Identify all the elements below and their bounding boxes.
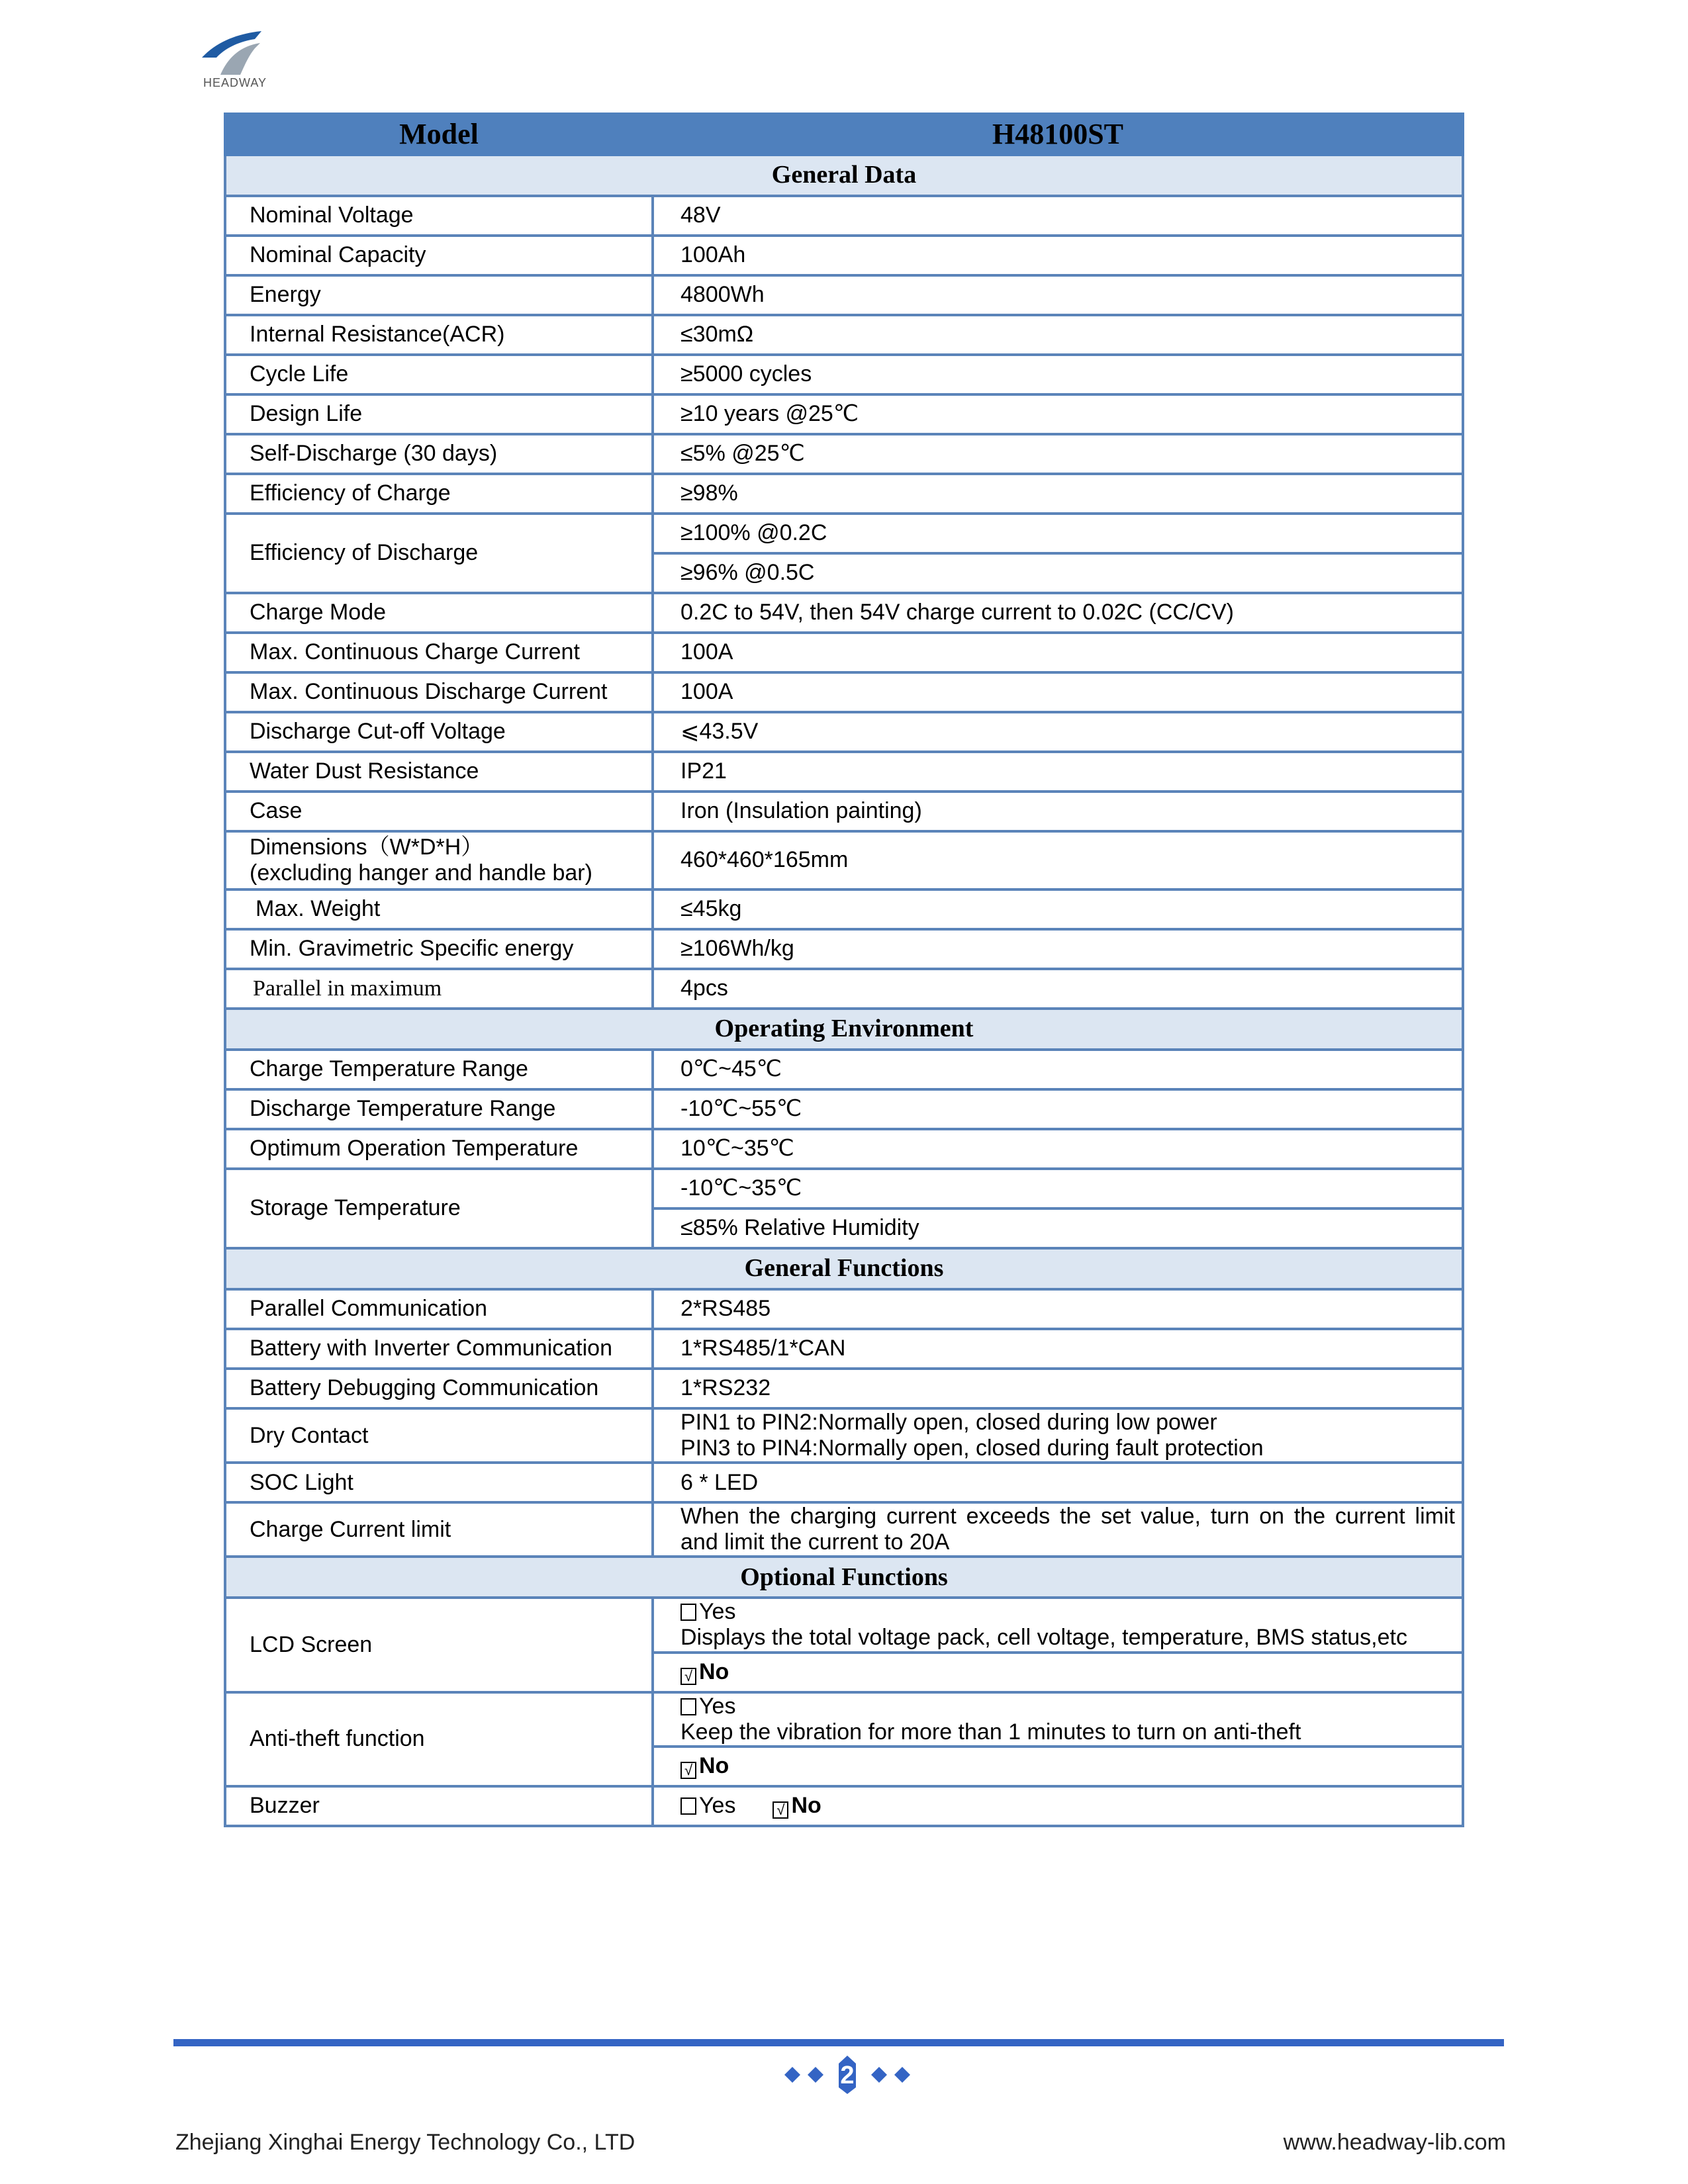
table-row: [225, 1692, 1463, 1747]
diamond-icon: [871, 2067, 887, 2083]
row-value: [653, 1408, 1463, 1463]
section-general-data: [225, 155, 1463, 196]
row-value: ≥98%: [653, 474, 1463, 514]
row-label: Min. Gravimetric Specific energy: [225, 929, 653, 969]
row-label: Battery with Inverter Communication: [225, 1329, 653, 1369]
option-no-cell: [653, 1747, 1463, 1786]
option-description: Keep the vibration for more than 1 minutes to turn on anti-theft: [680, 1719, 1301, 1745]
row-value: ≤30mΩ: [653, 315, 1463, 355]
table-row: [225, 1289, 1463, 1329]
logo-wordmark: HEADWAY: [203, 76, 267, 89]
row-label-line: (excluding hanger and handle bar): [250, 860, 592, 886]
row-value: ≥100% @0.2C: [653, 514, 1463, 553]
row-value: 0.2C to 54V, then 54V charge current to 0.02C (CC/CV): [653, 593, 1463, 633]
row-value: ≥96% @0.5C: [653, 553, 1463, 593]
website-link[interactable]: www.headway-lib.com: [1283, 2130, 1506, 2155]
option-yes-label: Yes: [699, 1793, 736, 1819]
row-label: Water Dust Resistance: [225, 752, 653, 792]
row-label: Charge Temperature Range: [225, 1050, 653, 1089]
table-row: [225, 633, 1463, 672]
section-general-functions: [225, 1248, 1463, 1289]
row-value: ≥10 years @25℃: [653, 394, 1463, 434]
page-number-ornament: [768, 2052, 927, 2098]
option-yes-cell: [653, 1692, 1463, 1747]
table-row: [225, 275, 1463, 315]
header-model-label: Model: [225, 114, 653, 155]
row-value: -10℃~35℃: [653, 1169, 1463, 1208]
row-value: 4800Wh: [653, 275, 1463, 315]
section-title: General Data: [225, 155, 1463, 196]
row-label: Max. Continuous Charge Current: [225, 633, 653, 672]
row-value: Iron (Insulation painting): [653, 792, 1463, 831]
header-row: [225, 114, 1463, 155]
option-no-label: No: [699, 1753, 729, 1779]
option-description: Displays the total voltage pack, cell voltage, temperature, BMS status,etc: [680, 1625, 1407, 1651]
row-value: 1*RS485/1*CAN: [653, 1329, 1463, 1369]
page-indicator: [768, 2052, 927, 2098]
section-title: Optional Functions: [225, 1557, 1463, 1598]
table-row: [225, 474, 1463, 514]
row-value: 1*RS232: [653, 1369, 1463, 1408]
row-value: ≤5% @25℃: [653, 434, 1463, 474]
row-value: IP21: [653, 752, 1463, 792]
option-yes-label: Yes: [699, 1693, 736, 1719]
row-label: Charge Mode: [225, 593, 653, 633]
row-value: 6 * LED: [653, 1463, 1463, 1502]
row-label: Efficiency of Discharge: [225, 514, 653, 593]
unchecked-box-icon[interactable]: [680, 1797, 696, 1815]
table-row: [225, 752, 1463, 792]
header-model-value: H48100ST: [653, 114, 1463, 155]
row-value: 4pcs: [653, 969, 1463, 1009]
row-label: Energy: [225, 275, 653, 315]
row-value: ≤85% Relative Humidity: [653, 1208, 1463, 1248]
row-value: When the charging current exceeds the set value, turn on the current limit and limit the current to 20A: [653, 1502, 1463, 1557]
row-label-line: Dimensions（W*D*H）: [250, 834, 484, 860]
row-value: 100A: [653, 672, 1463, 712]
row-label: Efficiency of Charge: [225, 474, 653, 514]
row-value: ≥5000 cycles: [653, 355, 1463, 394]
table-row: [225, 929, 1463, 969]
option-yes: [680, 1694, 1462, 1719]
option-yes-cell: [653, 1598, 1463, 1652]
row-value: 100A: [653, 633, 1463, 672]
option-no-label: No: [791, 1793, 821, 1819]
table-row: [225, 712, 1463, 752]
table-row: [225, 1050, 1463, 1089]
row-value: 10℃~35℃: [653, 1129, 1463, 1169]
row-value: -10℃~55℃: [653, 1089, 1463, 1129]
option-no-cell: [653, 1653, 1463, 1692]
table-row: [225, 831, 1463, 889]
row-value: 0℃~45℃: [653, 1050, 1463, 1089]
checked-box-icon[interactable]: √: [680, 1762, 696, 1779]
footer-divider: [173, 2039, 1504, 2046]
row-label: Max. Weight: [225, 889, 653, 929]
table-row: [225, 1463, 1463, 1502]
row-label: Charge Current limit: [225, 1502, 653, 1557]
row-label: LCD Screen: [225, 1598, 653, 1692]
spec-table: [224, 113, 1464, 1827]
table-row: [225, 1089, 1463, 1129]
row-label: Internal Resistance(ACR): [225, 315, 653, 355]
section-optional-functions: [225, 1557, 1463, 1598]
table-row: [225, 672, 1463, 712]
unchecked-box-icon[interactable]: [680, 1698, 696, 1715]
row-label: Optimum Operation Temperature: [225, 1129, 653, 1169]
table-row: [225, 1369, 1463, 1408]
page-number: 2: [840, 2062, 855, 2089]
table-row: [225, 355, 1463, 394]
row-value: 100Ah: [653, 236, 1463, 275]
row-label: Parallel in maximum: [225, 969, 653, 1009]
row-value: 460*460*165mm: [653, 831, 1463, 889]
section-title: General Functions: [225, 1248, 1463, 1289]
table-row: [225, 1129, 1463, 1169]
table-row: [225, 1786, 1463, 1826]
table-row: [225, 969, 1463, 1009]
company-name: Zhejiang Xinghai Energy Technology Co., LTD: [175, 2130, 635, 2155]
table-row: [225, 196, 1463, 236]
row-label: [225, 831, 653, 889]
row-label: Self-Discharge (30 days): [225, 434, 653, 474]
row-label: Design Life: [225, 394, 653, 434]
table-row: [225, 889, 1463, 929]
table-row: [225, 1502, 1463, 1557]
diamond-icon: [784, 2067, 800, 2083]
table-row: [225, 434, 1463, 474]
table-row: [225, 1169, 1463, 1208]
headway-logo: [189, 30, 281, 96]
table-row: [225, 593, 1463, 633]
row-label: Max. Continuous Discharge Current: [225, 672, 653, 712]
table-row: [225, 514, 1463, 553]
table-row: [225, 315, 1463, 355]
row-label: Battery Debugging Communication: [225, 1369, 653, 1408]
option-yes: [680, 1599, 1462, 1625]
diamond-icon: [894, 2067, 910, 2083]
table-row: [225, 792, 1463, 831]
row-label: Discharge Cut-off Voltage: [225, 712, 653, 752]
row-value: ⩽43.5V: [653, 712, 1463, 752]
row-value: ≤45kg: [653, 889, 1463, 929]
row-label: Parallel Communication: [225, 1289, 653, 1329]
table-row: [225, 1329, 1463, 1369]
section-operating-environment: [225, 1009, 1463, 1050]
row-label: Anti-theft function: [225, 1692, 653, 1786]
row-value-line: PIN3 to PIN4:Normally open, closed during fault protection: [680, 1435, 1264, 1461]
row-label: Cycle Life: [225, 355, 653, 394]
row-value-line: PIN1 to PIN2:Normally open, closed during low power: [680, 1410, 1217, 1435]
table-row: [225, 394, 1463, 434]
row-value: ≥106Wh/kg: [653, 929, 1463, 969]
option-yes-label: Yes: [699, 1599, 736, 1625]
row-label: Dry Contact: [225, 1408, 653, 1463]
row-label: Case: [225, 792, 653, 831]
checked-box-icon[interactable]: √: [680, 1668, 696, 1685]
row-value: 48V: [653, 196, 1463, 236]
option-no-label: No: [699, 1659, 729, 1685]
row-label: Discharge Temperature Range: [225, 1089, 653, 1129]
row-value: 2*RS485: [653, 1289, 1463, 1329]
row-label: Nominal Voltage: [225, 196, 653, 236]
table-row: [225, 1598, 1463, 1652]
row-label: Nominal Capacity: [225, 236, 653, 275]
row-label: Buzzer: [225, 1786, 653, 1826]
diamond-icon: [808, 2067, 823, 2083]
option-cell: [653, 1786, 1463, 1826]
table-row: [225, 236, 1463, 275]
section-title: Operating Environment: [225, 1009, 1463, 1050]
table-row: [225, 1408, 1463, 1463]
row-label: SOC Light: [225, 1463, 653, 1502]
row-label: Storage Temperature: [225, 1169, 653, 1248]
checked-box-icon[interactable]: √: [773, 1801, 788, 1819]
unchecked-box-icon[interactable]: [680, 1604, 696, 1621]
headway-logo-mark-icon: [189, 30, 281, 76]
